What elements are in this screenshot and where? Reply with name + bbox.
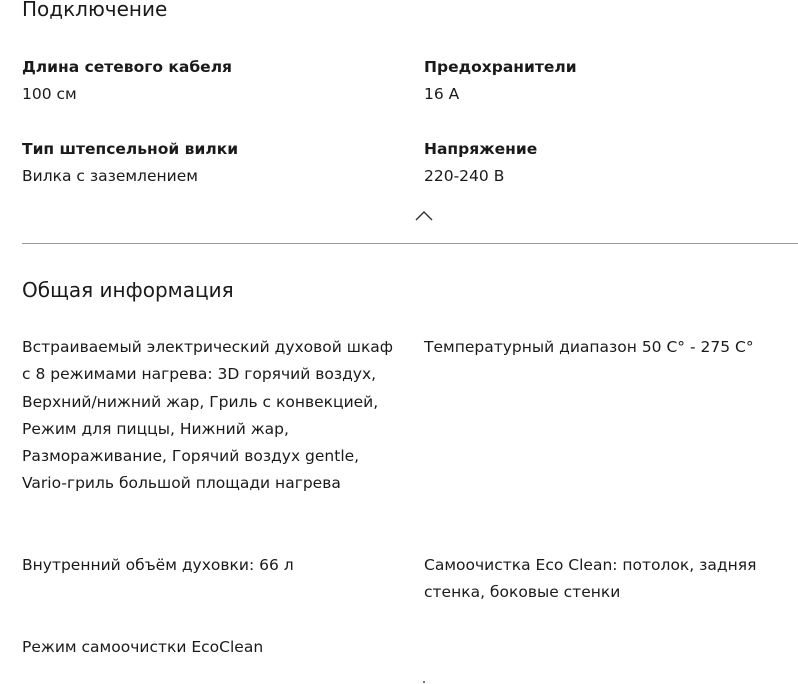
chevron-up-icon	[413, 207, 435, 223]
collapse-section-button[interactable]	[413, 207, 435, 223]
section-title-connection: Подключение	[22, 0, 168, 21]
info-item-oven-volume: Внутренний объём духовки: 66 л	[22, 556, 294, 574]
spec-plug-type	[22, 139, 392, 186]
spec-value: 100 см	[22, 85, 77, 103]
spec-label: Длина сетевого кабеля	[22, 58, 232, 76]
info-item-self-clean-mode: Режим самоочистки EcoClean	[22, 638, 264, 656]
spec-value: 16 А	[424, 85, 460, 103]
info-item-temperature-range: Температурный диапазон 50 C° - 275 C°	[424, 338, 754, 356]
spec-value: Вилка с заземлением	[22, 167, 198, 185]
spec-voltage	[424, 139, 794, 186]
spec-label: Предохранители	[424, 58, 577, 76]
spec-cable-length	[22, 57, 392, 104]
spec-value: 220-240 В	[424, 167, 505, 185]
decorative-dot	[423, 681, 425, 683]
spec-label: Напряжение	[424, 140, 538, 158]
info-item-eco-clean: Самоочистка Eco Clean: потолок, задняя стенка, боковые стенки	[424, 556, 757, 602]
section-divider	[22, 243, 798, 244]
info-item-description: Встраиваемый электрический духовой шкаф с 8 режимами нагрева: 3D горячий воздух, Верхний/нижний жар, Гриль с конвекцией, Режим для пиццы, Нижний жар, Размораживание, Горячий воздух gentle, Vario-гриль большой площади нагрева	[22, 338, 394, 493]
spec-fuses	[424, 57, 794, 104]
section-title-general-info: Общая информация	[22, 278, 234, 302]
spec-label: Тип штепсельной вилки	[22, 140, 239, 158]
